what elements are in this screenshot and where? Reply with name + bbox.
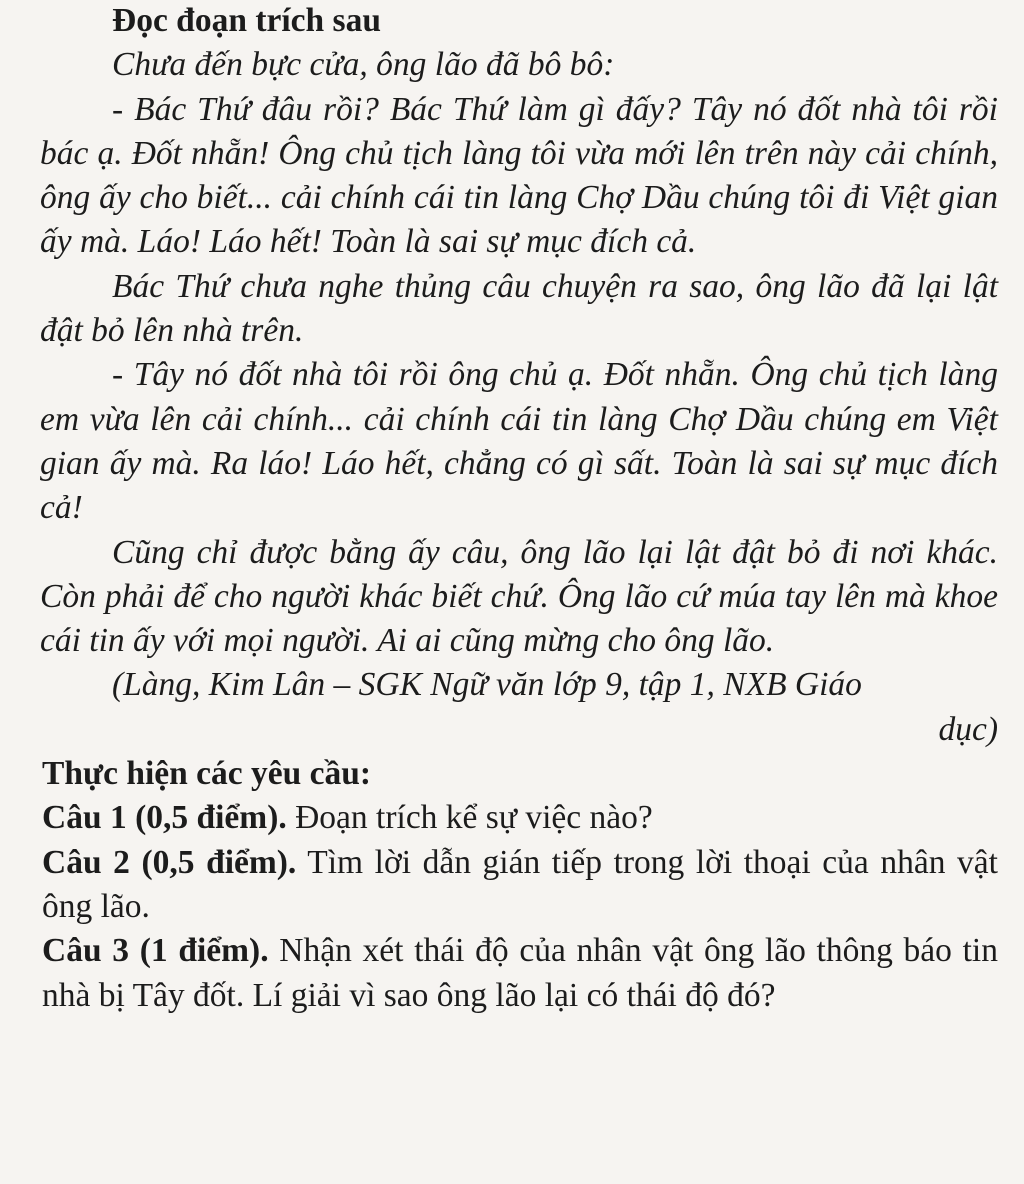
question-text: Tìm lời dẫn gián tiếp trong lời thoại của nhân vật ông lão. [42, 843, 998, 925]
source-citation-end: dục) [938, 710, 998, 748]
question-label: Câu 1 (0,5 điểm). [42, 799, 287, 837]
question-2 [40, 841, 998, 930]
source-citation: (Làng, Kim Lân – SGK Ngữ văn lớp 9, tập 1, NXB Giáo [112, 666, 862, 704]
passage-paragraph: Bác Thứ chưa nghe thủng câu chuyện ra sao, ông lão đã lại lật đật bỏ lên nhà trên. [40, 267, 998, 350]
question-3 [40, 929, 998, 1018]
passage-paragraph: Cũng chỉ được bằng ấy câu, ông lão lại lật đật bỏ đi nơi khác. Còn phải để cho người khác biết chứ. Ông lão cứ múa tay lên mà khoe cái tin ấy với mọi người. Ai ai cũng mừng cho ông lão. [40, 533, 998, 660]
question-text: Nhận xét thái độ của nhân vật ông lão thông báo tin nhà bị Tây đốt. Lí giải vì sao ông lão lại có thái độ đó? [42, 932, 998, 1014]
passage-paragraph: Chưa đến bực cửa, ông lão đã bô bô: [112, 46, 615, 84]
tasks-heading: Thực hiện các yêu cầu: [42, 755, 372, 793]
question-label: Câu 2 (0,5 điểm). [42, 843, 297, 881]
section-heading: Đọc đoạn trích sau [112, 2, 381, 39]
question-text: Đoạn trích kể sự việc nào? [286, 799, 653, 837]
passage-paragraph: - Tây nó đốt nhà tôi rồi ông chủ ạ. Đốt nhẵn. Ông chủ tịch làng em vừa lên cải chính... cải chính cái tin làng Chợ Dầu chúng em Việt gian ấy mà. Ra láo! Láo hết, chẳng có gì sất. Toàn là sai sự mục đích cả! [40, 356, 998, 527]
passage-paragraph: - Bác Thứ đâu rồi? Bác Thứ làm gì đấy? Tây nó đốt nhà tôi rồi bác ạ. Đốt nhẵn! Ông chủ tịch làng tôi vừa mới lên trên này cải chính, ông ấy cho biết... cải chính cái tin làng Chợ Dầu chúng tôi đi Việt gian ấy mà. Láo! Láo hết! Toàn là sai sự mục đích cả. [40, 90, 998, 261]
question-label: Câu 3 (1 điểm). [42, 932, 269, 970]
document-page [40, 0, 998, 1018]
question-1 [40, 796, 998, 840]
